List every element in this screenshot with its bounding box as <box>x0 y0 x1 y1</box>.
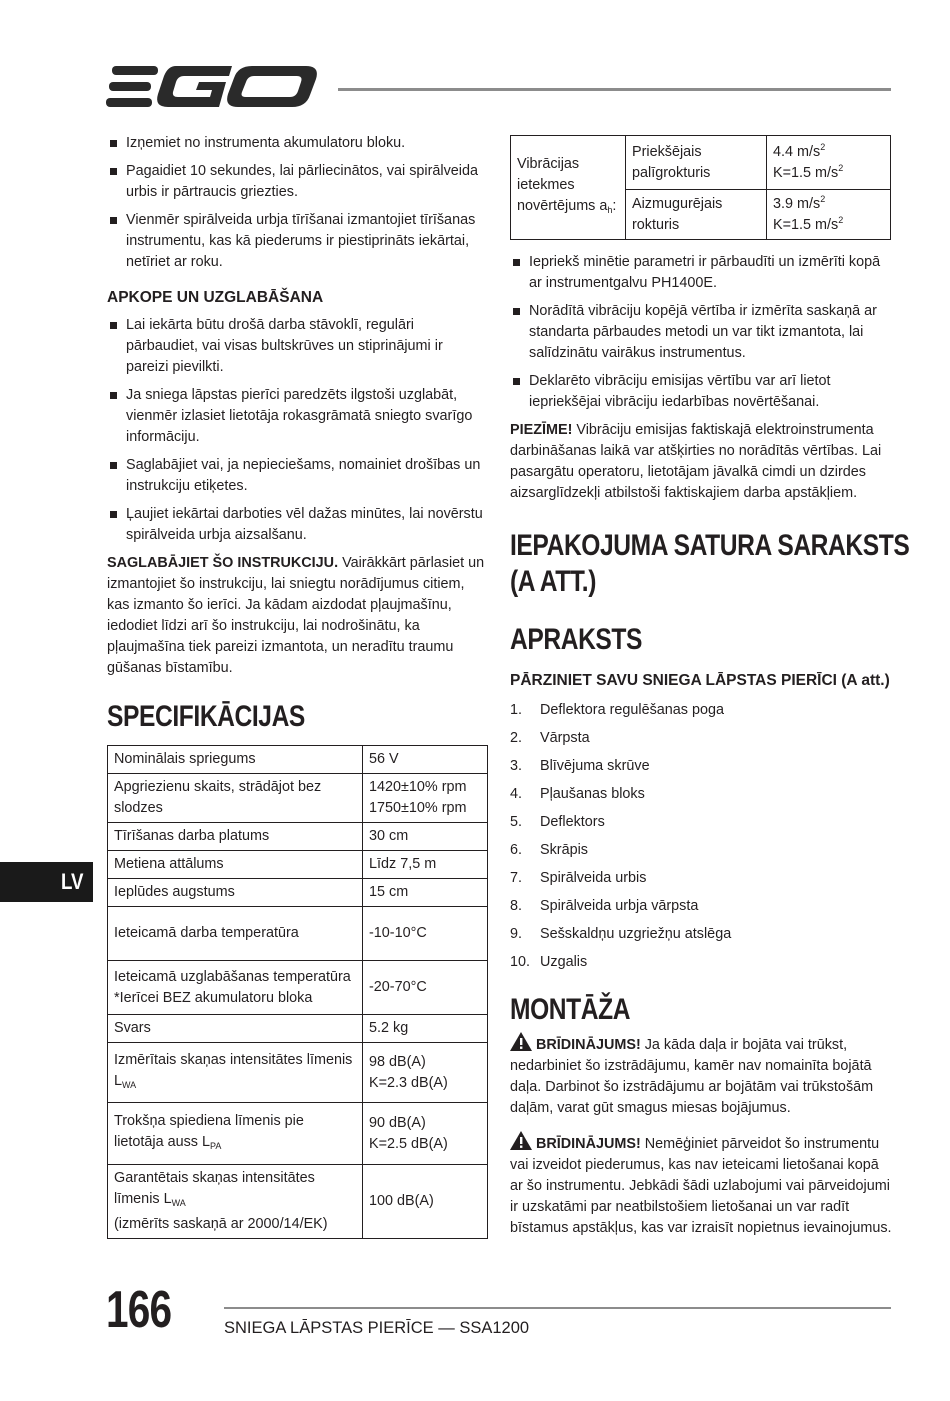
label-line: ietekmes <box>517 177 575 193</box>
spec-value-line: K=2.3 dB(A) <box>369 1074 448 1091</box>
spec-key: Nominālais spriegums <box>108 746 363 774</box>
table-row <box>108 746 488 774</box>
parts-heading: PĀRZINIET SAVU SNIEGA LĀPSTAS PIERĪCI (A att.) <box>510 672 890 689</box>
warning-triangle-icon <box>510 1032 532 1051</box>
spec-key-line: līmenis L <box>114 1191 172 1207</box>
list-item: Deklarēto vibrāciju emisijas vērtību var arī lietot iepriekšējai vibrāciju iedarbības novērtēšanai. <box>510 371 892 413</box>
spec-value: 100 dB(A) <box>363 1165 488 1239</box>
vibration-label <box>511 136 626 240</box>
spec-key: Ieplūdes augstums <box>108 879 363 907</box>
save-instructions-paragraph <box>107 553 489 679</box>
note-lead: PIEZĪME! <box>510 422 573 438</box>
left-column <box>107 133 489 1239</box>
spec-value-line: K=2.5 dB(A) <box>369 1135 448 1152</box>
list-item: Iepriekš minētie parametri ir pārbaudīti un izmērīti kopā ar instrumentgalvu PH1400E. <box>510 252 892 294</box>
front-handle-label <box>626 136 767 190</box>
page-number: 166 <box>106 1281 172 1339</box>
part-name: Deflektora regulēšanas poga <box>540 702 725 718</box>
spec-title: SPECIFIKĀCIJAS <box>107 700 305 733</box>
spec-key: Metiena attālums <box>108 851 363 879</box>
list-item: Izņemiet no instrumenta akumulatoru bloku. <box>107 133 489 154</box>
part-number: 5. <box>510 814 523 830</box>
warning-text: Ja kāda daļa ir bojāta vai trūkst, nedarbiniet šo izstrādājumu, kamēr nav nomainīta bojātā daļa. Darbinot šo izstrādājumu ar bojātām vai trūkstošām daļām, varat gūt smagus miesas bojājumus. <box>510 1037 874 1116</box>
part-name: Skrāpis <box>540 842 588 858</box>
spec-key-line: (izmērīts saskaņā ar 2000/14/EK) <box>114 1216 328 1232</box>
superscript: 2 <box>820 141 826 152</box>
spec-key-line: Ieteicamā uzglabāšanas temperatūra <box>114 968 351 985</box>
list-item <box>510 756 892 776</box>
spec-value: -20-70°C <box>363 961 488 1015</box>
list-item: Saglabājiet vai, ja nepieciešams, nomainiet drošības un instrukciju etiķetes. <box>107 455 489 497</box>
spec-value <box>363 1103 488 1165</box>
subscript: WA <box>122 1079 137 1090</box>
spec-value <box>363 774 488 823</box>
warning-lead: BRĪDINĀJUMS! <box>536 1037 641 1053</box>
language-tab <box>0 862 93 902</box>
value-line: K=1.5 m/s <box>773 164 839 181</box>
spec-key-line: Trokšņa spiediena līmenis pie lietotāja auss L <box>114 1112 304 1150</box>
spec-value-line: 90 dB(A) <box>369 1114 426 1131</box>
spec-key <box>108 961 363 1015</box>
label-line: Priekšējais <box>632 143 702 160</box>
spec-value: 15 cm <box>363 879 488 907</box>
table-row <box>108 851 488 879</box>
save-text: Vairākkārt pārlasiet un izmantojiet šo instrukciju, lai sniegtu norādījumus citiem, kas izmanto šo ierīci. Ja kādam aizdodat pļaujmašīnu, iedodiet līdzi arī šo instrukciju, lai nodrošinātu, ka pļaujmašīna tiek pareizi izmantota, un neradītu traumu gūšanas bīstamību. <box>107 555 485 676</box>
packing-title <box>510 528 910 600</box>
list-item: Norādītā vibrāciju kopējā vērtība ir izmērīta saskaņā ar standarta pārbaudes metodi un var tikt izmantota, lai salīdzinātu vairākus instrumentus. <box>510 301 892 364</box>
rear-handle-label <box>626 190 767 240</box>
spec-key-line: Izmērītais skaņas intensitātes līmenis <box>114 1051 353 1068</box>
label-end: : <box>612 198 617 214</box>
spec-key <box>108 1043 363 1103</box>
label-line: Vibrācijas <box>517 156 580 172</box>
table-row <box>108 774 488 823</box>
spec-value: -10-10°C <box>363 907 488 961</box>
packing-title-line: IEPAKOJUMA SATURA SARAKSTS <box>510 529 910 562</box>
list-item <box>510 700 892 720</box>
label-line: rokturis <box>632 216 680 233</box>
cleaning-steps-list <box>107 133 489 273</box>
spec-key <box>108 1165 363 1239</box>
part-name: Uzgalis <box>540 954 588 970</box>
spec-value <box>363 1043 488 1103</box>
spec-key <box>108 1103 363 1165</box>
part-number: 4. <box>510 786 523 802</box>
list-item <box>510 784 892 804</box>
table-row <box>108 1043 488 1103</box>
spec-key-line: *Ierīcei BEZ akumulatoru bloka <box>114 989 313 1006</box>
part-name: Vārpsta <box>540 730 590 746</box>
spec-key-line: L <box>114 1072 123 1089</box>
list-item: Ļaujiet iekārtai darboties vēl dažas minūtes, lai novērstu spirālveida urbja aizsalšanu. <box>107 504 489 546</box>
rear-handle-value <box>767 190 891 240</box>
table-row <box>108 1165 488 1239</box>
label-line: Aizmugurējais <box>632 195 723 212</box>
list-item <box>510 728 892 748</box>
subscript: PA <box>210 1140 222 1151</box>
part-name: Deflektors <box>540 814 605 830</box>
subscript: h <box>607 205 613 215</box>
list-item <box>510 952 892 972</box>
header-rule <box>338 88 891 91</box>
assembly-title: MONTĀŽA <box>510 993 631 1026</box>
warning-triangle-icon <box>510 1131 532 1150</box>
part-number: 10. <box>510 954 531 970</box>
table-row <box>108 823 488 851</box>
list-item <box>510 840 892 860</box>
table-row <box>108 879 488 907</box>
part-name: Sešskaldņu uzgriežņu atslēga <box>540 926 732 942</box>
vibration-notes-list <box>510 252 892 413</box>
list-item <box>510 812 892 832</box>
spec-value-line: 1420±10% rpm <box>369 779 467 795</box>
superscript: 2 <box>838 162 844 173</box>
spec-value: 5.2 kg <box>363 1015 488 1043</box>
description-title: APRAKSTS <box>510 623 643 656</box>
spec-table <box>107 745 488 1239</box>
part-number: 1. <box>510 702 523 718</box>
spec-key: Tīrīšanas darba platums <box>108 823 363 851</box>
list-item <box>510 924 892 944</box>
maintenance-list <box>107 315 489 546</box>
table-row <box>108 961 488 1015</box>
vibration-table <box>510 135 891 240</box>
language-code: LV <box>60 869 84 894</box>
spec-value: 56 V <box>363 746 488 774</box>
part-name: Blīvējuma skrūve <box>540 758 650 774</box>
value-line: K=1.5 m/s <box>773 216 839 233</box>
label-line: palīgrokturis <box>632 164 711 181</box>
save-lead: SAGLABĀJIET ŠO INSTRUKCIJU. <box>107 555 339 571</box>
table-row <box>108 907 488 961</box>
list-item: Lai iekārta būtu drošā darba stāvoklī, regulāri pārbaudiet, vai visas bultskrūves un stiprinājumi ir pareizi pievilkti. <box>107 315 489 378</box>
value-line: 3.9 m/s <box>773 195 821 212</box>
superscript: 2 <box>838 214 844 225</box>
footer-title: SNIEGA LĀPSTAS PIERĪCE — SSA1200 <box>224 1319 530 1337</box>
warning-paragraph <box>510 1032 892 1119</box>
ego-logo <box>106 62 320 112</box>
spec-value: 30 cm <box>363 823 488 851</box>
note-text: Vibrāciju emisijas faktiskajā elektroinstrumenta darbināšanas laikā var atšķirties no norādītās vērtības. Lai pasargātu operatoru, lietotājam jāvalkā cimdi un dzirdes aizsarglīdzekļi atbilstoši faktiskajiem darba apstākļiem. <box>510 422 882 501</box>
list-item <box>510 868 892 888</box>
spec-value-line: 1750±10% rpm <box>369 800 467 816</box>
table-row <box>511 136 891 190</box>
part-name: Pļaušanas bloks <box>540 786 645 802</box>
subscript: WA <box>171 1198 186 1208</box>
part-number: 9. <box>510 926 523 942</box>
part-name: Spirālveida urbis <box>540 870 647 886</box>
list-item: Vienmēr spirālveida urbja tīrīšanai izmantojiet tīrīšanas instrumentu, kas kā piederums ir piestiprināts iekārtai, netīriet ar roku. <box>107 210 489 273</box>
front-handle-value <box>767 136 891 190</box>
list-item: Pagaidiet 10 sekundes, lai pārliecinātos, vai spirālveida urbis ir pārtraucis griezties. <box>107 161 489 203</box>
list-item: Ja sniega lāpstas pierīci paredzēts ilgstoši uzglabāt, vienmēr izlasiet lietotāja rokasgrāmatā sniegto svarīgo informāciju. <box>107 385 489 448</box>
part-name: Spirālveida urbja vārpsta <box>540 898 699 914</box>
warning-paragraph <box>510 1131 892 1239</box>
list-item <box>510 896 892 916</box>
spec-value-line: 98 dB(A) <box>369 1053 426 1070</box>
table-row <box>108 1015 488 1043</box>
packing-title-line: (A ATT.) <box>510 565 596 598</box>
spec-key: Apgriezienu skaits, strādājot bez slodzes <box>108 774 363 823</box>
warning-lead: BRĪDINĀJUMS! <box>536 1136 641 1152</box>
table-row <box>108 1103 488 1165</box>
parts-list <box>510 700 892 972</box>
label-line: novērtējums a <box>517 198 608 214</box>
part-number: 6. <box>510 842 523 858</box>
spec-key-line: Garantētais skaņas intensitātes <box>114 1170 315 1186</box>
superscript: 2 <box>820 193 826 204</box>
spec-key: Ieteicamā darba temperatūra <box>108 907 363 961</box>
warning-text: Nemēģiniet pārveidot šo instrumentu vai izveidot piederumus, kas nav ieteicami lietošanai kopā ar šo instrumentu. Jebkādi šādi uzlabojumi vai pārveidojumi ir uzskatāmi par neatbilstošiem lietošanai un var radīt bīstamus apstākļus, kas var izraisīt nopietnus ievainojumus. <box>510 1136 892 1236</box>
maintenance-heading: APKOPE UN UZGLABĀŠANA <box>107 289 324 306</box>
spec-key: Svars <box>108 1015 363 1043</box>
right-column <box>510 135 910 1245</box>
part-number: 3. <box>510 758 523 774</box>
part-number: 2. <box>510 730 523 746</box>
value-line: 4.4 m/s <box>773 143 821 160</box>
footer-rule <box>224 1307 891 1309</box>
part-number: 7. <box>510 870 523 886</box>
note-paragraph <box>510 420 892 504</box>
spec-value: Līdz 7,5 m <box>363 851 488 879</box>
part-number: 8. <box>510 898 523 914</box>
